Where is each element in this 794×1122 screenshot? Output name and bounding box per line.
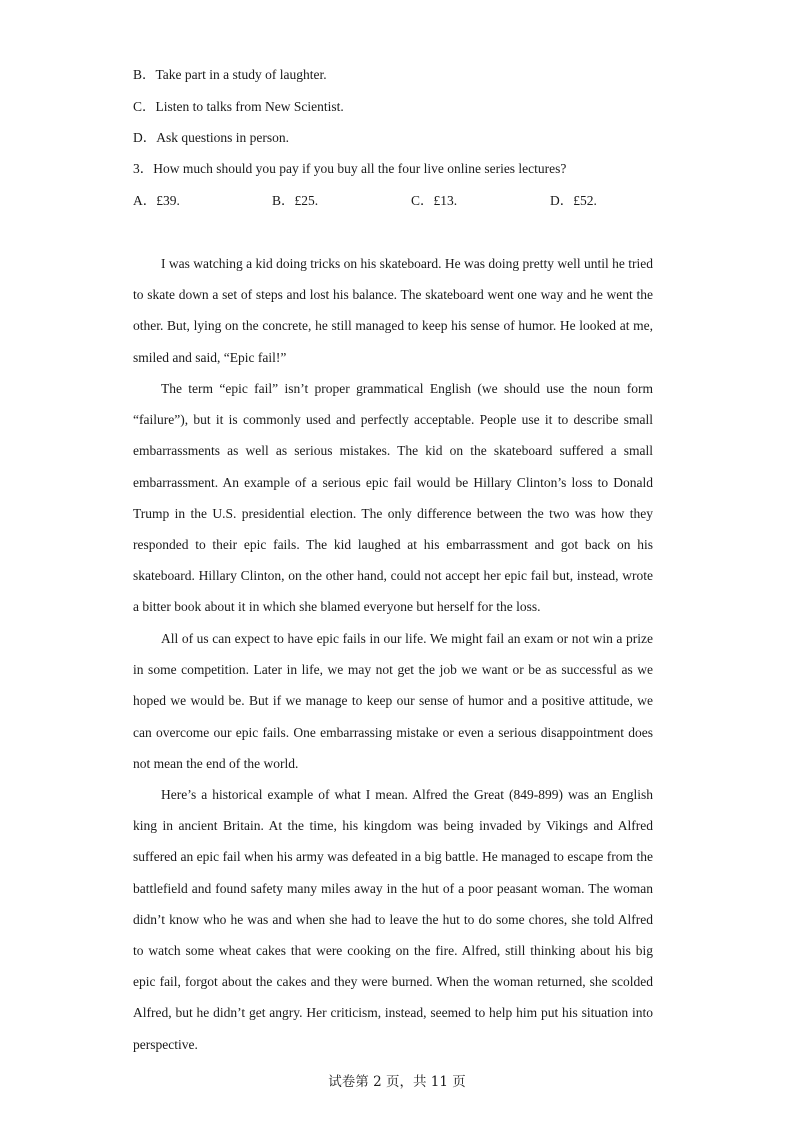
- question-3-choice-a: A．£39.: [133, 193, 180, 208]
- question-3-choice-c: C．£13.: [411, 193, 458, 208]
- option-d-prev: D．Ask questions in person.: [133, 130, 289, 145]
- option-b-prev: B．Take part in a study of laughter.: [133, 67, 327, 82]
- page-footer: 试卷第 2 页，共 11 页: [328, 1074, 466, 1090]
- passage-paragraph-4: Here’s a historical example of what I mean. Alfred the Great (849-899) was an English king in ancient Britain. At the time, his kingdom was being invaded by Vikings and Alfred suffered an epic fail when his army was defeated in a big battle. He managed to escape from the battlefield and found safety many miles away in the hut of a poor peasant woman. The woman didn’t know who he was and when she had to leave the hut to do some chores, she told Alfred to watch some wheat cakes that were cooking on the fire. Alfred, still thinking about his big epic fail, forgot about the cakes and they were burned. When the woman returned, she scolded Alfred, but he didn’t get angry. Her criticism, instead, seemed to help him put his situation into perspective.: [133, 787, 653, 1052]
- question-3-choice-d: D．£52.: [550, 193, 597, 208]
- passage-paragraph-3: All of us can expect to have epic fails in our life. We might fail an exam or not win a prize in some competition. Later in life, we may not get the job we want or be as successful as we hoped we would be. But if we manage to keep our sense of humor and a positive attitude, we can overcome our epic fails. One embarrassing mistake or even a serious disappointment does not mean the end of the world.: [133, 631, 653, 771]
- passage-paragraph-2: The term “epic fail” isn’t proper grammatical English (we should use the noun form “failure”), but it is commonly used and perfectly acceptable. People use it to describe small embarrassments as well as serious mistakes. The kid on the skateboard suffered a small embarrassment. An example of a serious epic fail would be Hillary Clinton’s loss to Donald Trump in the U.S. presidential election. The only difference between the two was how they responded to their epic fails. The kid laughed at his embarrassment and got back on his skateboard. Hillary Clinton, on the other hand, could not accept her epic fail but, instead, wrote a bitter book about it in which she blamed everyone but herself for the loss.: [133, 381, 653, 615]
- passage-paragraph-1: I was watching a kid doing tricks on his skateboard. He was doing pretty well until he tried to skate down a set of steps and lost his balance. The skateboard went one way and he went the other. But, lying on the concrete, he still managed to keep his sense of humor. He looked at me, smiled and said, “Epic fail!”: [133, 256, 653, 365]
- question-3-choice-b: B．£25.: [272, 193, 319, 208]
- question-3-stem: 3．How much should you pay if you buy all the four live online series lectures?: [133, 161, 567, 176]
- option-c-prev: C．Listen to talks from New Scientist.: [133, 99, 344, 114]
